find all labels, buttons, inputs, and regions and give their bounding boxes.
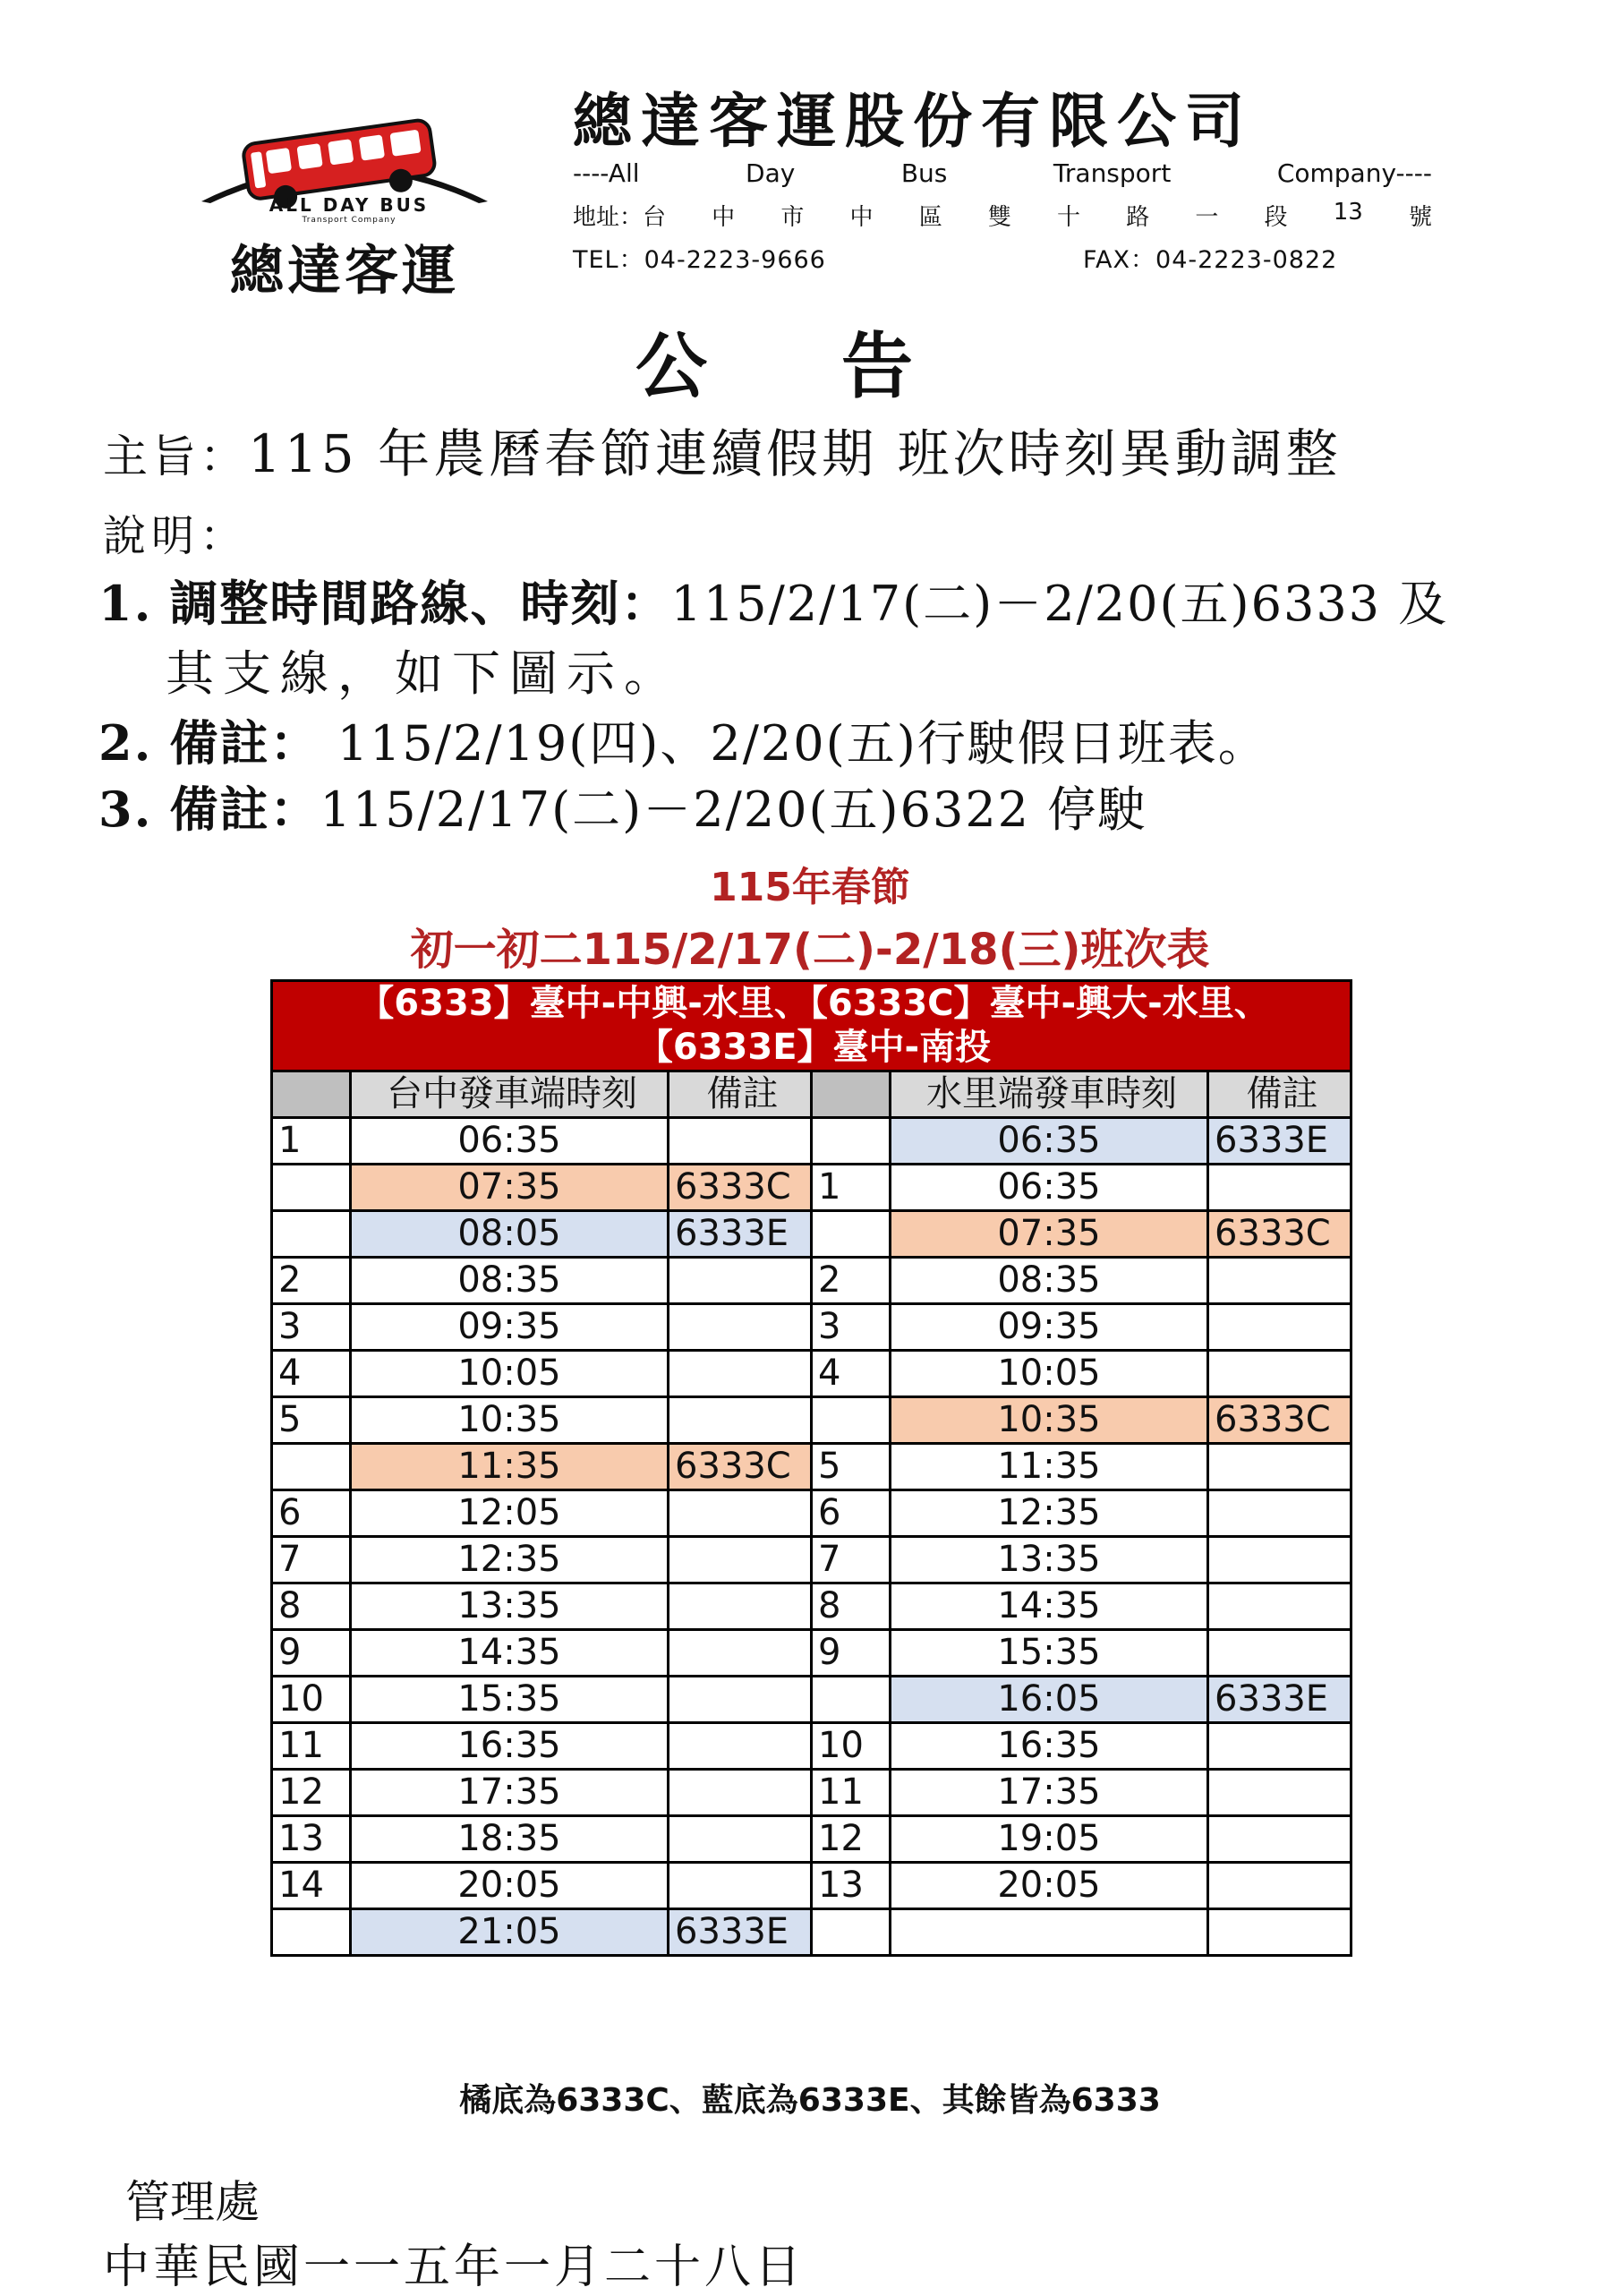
explanation-item-1-continued: 其支線，如下圖示。 xyxy=(166,645,681,702)
item-number: 1. xyxy=(98,575,153,632)
left-trip-number: 9 xyxy=(272,1630,351,1677)
right-trip-number: 7 xyxy=(812,1537,891,1583)
item-text: 115/2/17(二)－2/20(五)6333 及 xyxy=(670,576,1449,632)
left-departure-time: 08:05 xyxy=(351,1211,669,1258)
right-trip-number: 4 xyxy=(812,1351,891,1397)
right-route-note xyxy=(1208,1770,1351,1816)
item-label: 調整時間路線、時刻： xyxy=(169,575,671,632)
address-part: 區 xyxy=(918,204,942,231)
right-trip-number: 9 xyxy=(812,1630,891,1677)
right-route-note xyxy=(1208,1490,1351,1537)
left-route-note xyxy=(669,1490,812,1537)
company-english-word: Bus xyxy=(900,158,948,188)
address-part: 13 xyxy=(1333,199,1363,226)
left-trip-number: 10 xyxy=(272,1677,351,1723)
explanation-item-3 xyxy=(98,772,1147,841)
logo-chinese-name: 總達客運 xyxy=(230,240,459,303)
right-departure-time: 10:35 xyxy=(891,1397,1208,1444)
right-route-note xyxy=(1208,1583,1351,1630)
route-line-1: 【6333】臺中-中興-水里、【6333C】臺中-興大-水里、 xyxy=(358,983,1270,1024)
right-trip-number: 6 xyxy=(812,1490,891,1537)
address-part: 市 xyxy=(780,204,805,231)
left-route-note xyxy=(669,1537,812,1583)
right-route-note xyxy=(1208,1537,1351,1583)
left-departure-time: 14:35 xyxy=(351,1630,669,1677)
left-trip-number: 12 xyxy=(272,1770,351,1816)
left-route-note xyxy=(669,1863,812,1909)
right-departure-time: 16:05 xyxy=(891,1677,1208,1723)
timetable-row xyxy=(272,1583,1351,1630)
company-address xyxy=(573,199,1432,232)
right-route-note xyxy=(1208,1165,1351,1211)
address-part: 路 xyxy=(1126,204,1150,231)
left-trip-number: 3 xyxy=(272,1304,351,1351)
timetable-row xyxy=(272,1397,1351,1444)
right-trip-number xyxy=(812,1118,891,1165)
route-header xyxy=(272,981,1351,1071)
right-trip-number: 12 xyxy=(812,1816,891,1863)
item-label: 備註： xyxy=(169,714,320,772)
column-header-row xyxy=(272,1071,1351,1118)
route-header-row xyxy=(272,981,1351,1071)
address-part: 十 xyxy=(1057,204,1081,231)
company-english-name xyxy=(573,158,1432,188)
company-fax: FAX：04-2223-0822 xyxy=(1083,246,1338,274)
explanation-item-2 xyxy=(98,705,1268,774)
right-departure-time: 08:35 xyxy=(891,1258,1208,1304)
right-departure-time: 09:35 xyxy=(891,1304,1208,1351)
right-route-note: 6333C xyxy=(1208,1397,1351,1444)
left-route-note xyxy=(669,1770,812,1816)
address-part: 號 xyxy=(1408,204,1432,231)
left-departure-time: 13:35 xyxy=(351,1583,669,1630)
right-trip-number: 3 xyxy=(812,1304,891,1351)
left-trip-number xyxy=(272,1211,351,1258)
left-route-note xyxy=(669,1677,812,1723)
timetable-legend: 橘底為6333C、藍底為6333E、其餘皆為6333 xyxy=(459,2082,1161,2119)
right-trip-number xyxy=(812,1211,891,1258)
right-route-note xyxy=(1208,1816,1351,1863)
right-trip-number: 8 xyxy=(812,1583,891,1630)
item-number: 3. xyxy=(98,781,153,838)
explanation-label: 說明： xyxy=(103,511,249,561)
header-blank xyxy=(812,1071,891,1118)
route-line-2: 【6333E】臺中-南投 xyxy=(636,1027,992,1068)
right-route-note xyxy=(1208,1258,1351,1304)
company-logo xyxy=(183,112,506,303)
address-part: 段 xyxy=(1264,204,1288,231)
left-route-note xyxy=(669,1304,812,1351)
item-text: 115/2/17(二)－2/20(五)6322 停駛 xyxy=(320,781,1148,838)
left-trip-number xyxy=(272,1165,351,1211)
header-taichung-time: 台中發車端時刻 xyxy=(351,1071,669,1118)
left-route-note xyxy=(669,1397,812,1444)
left-departure-time: 09:35 xyxy=(351,1304,669,1351)
header-blank xyxy=(272,1071,351,1118)
left-trip-number xyxy=(272,1909,351,1956)
left-route-note: 6333E xyxy=(669,1909,812,1956)
timetable-row xyxy=(272,1723,1351,1770)
left-route-note xyxy=(669,1723,812,1770)
header-left-note: 備註 xyxy=(669,1071,812,1118)
right-departure-time: 10:05 xyxy=(891,1351,1208,1397)
left-route-note xyxy=(669,1630,812,1677)
right-departure-time: 16:35 xyxy=(891,1723,1208,1770)
left-departure-time: 18:35 xyxy=(351,1816,669,1863)
right-departure-time: 20:05 xyxy=(891,1863,1208,1909)
left-route-note: 6333E xyxy=(669,1211,812,1258)
left-route-note xyxy=(669,1258,812,1304)
left-departure-time: 06:35 xyxy=(351,1118,669,1165)
left-departure-time: 07:35 xyxy=(351,1165,669,1211)
left-departure-time: 10:05 xyxy=(351,1351,669,1397)
left-departure-time: 15:35 xyxy=(351,1677,669,1723)
item-text: 115/2/19(四)、2/20(五)行駛假日班表。 xyxy=(320,715,1268,772)
address-part: 地址：台 xyxy=(573,204,667,231)
right-route-note xyxy=(1208,1351,1351,1397)
right-route-note xyxy=(1208,1630,1351,1677)
right-route-note: 6333C xyxy=(1208,1211,1351,1258)
company-english-word: Transport xyxy=(1053,158,1172,188)
left-departure-time: 08:35 xyxy=(351,1258,669,1304)
company-english-word: Company---- xyxy=(1276,158,1432,188)
right-trip-number: 10 xyxy=(812,1723,891,1770)
left-route-note: 6333C xyxy=(669,1444,812,1490)
company-english-word: ----All xyxy=(573,158,640,188)
left-trip-number: 11 xyxy=(272,1723,351,1770)
right-trip-number: 13 xyxy=(812,1863,891,1909)
right-departure-time: 06:35 xyxy=(891,1165,1208,1211)
left-route-note xyxy=(669,1351,812,1397)
right-route-note xyxy=(1208,1444,1351,1490)
timetable-row xyxy=(272,1165,1351,1211)
right-trip-number xyxy=(812,1909,891,1956)
timetable-row xyxy=(272,1444,1351,1490)
right-departure-time: 13:35 xyxy=(891,1537,1208,1583)
timetable-row xyxy=(272,1258,1351,1304)
right-route-note xyxy=(1208,1863,1351,1909)
left-trip-number: 7 xyxy=(272,1537,351,1583)
timetable-row xyxy=(272,1863,1351,1909)
left-trip-number: 1 xyxy=(272,1118,351,1165)
left-trip-number: 2 xyxy=(272,1258,351,1304)
right-departure-time xyxy=(891,1909,1208,1956)
timetable-row xyxy=(272,1490,1351,1537)
timetable-row xyxy=(272,1351,1351,1397)
header-shuili-time: 水里端發車時刻 xyxy=(891,1071,1208,1118)
left-departure-time: 12:05 xyxy=(351,1490,669,1537)
explanation-item-1 xyxy=(98,566,1448,635)
subject-label: 主旨： xyxy=(103,431,248,482)
timetable-body xyxy=(272,1118,1351,1956)
notice-title: 公告 xyxy=(635,324,1047,408)
item-label: 備註： xyxy=(169,781,320,838)
right-trip-number: 2 xyxy=(812,1258,891,1304)
right-departure-time: 17:35 xyxy=(891,1770,1208,1816)
right-route-note xyxy=(1208,1723,1351,1770)
company-telephone: TEL：04-2223-9666 xyxy=(573,246,826,274)
left-trip-number xyxy=(272,1444,351,1490)
logo-english-name: ALL DAY BUS xyxy=(269,194,430,216)
company-name: 總達客運股份有限公司 xyxy=(573,87,1253,156)
left-departure-time: 10:35 xyxy=(351,1397,669,1444)
address-part: 中 xyxy=(849,204,874,231)
timetable-row xyxy=(272,1537,1351,1583)
right-departure-time: 19:05 xyxy=(891,1816,1208,1863)
left-trip-number: 6 xyxy=(272,1490,351,1537)
left-departure-time: 21:05 xyxy=(351,1909,669,1956)
left-trip-number: 8 xyxy=(272,1583,351,1630)
timetable-row xyxy=(272,1118,1351,1165)
left-trip-number: 4 xyxy=(272,1351,351,1397)
right-departure-time: 07:35 xyxy=(891,1211,1208,1258)
right-trip-number: 5 xyxy=(812,1444,891,1490)
timetable-subtitle: 初一初二115/2/17(二)-2/18(三)班次表 xyxy=(410,925,1210,975)
right-route-note xyxy=(1208,1304,1351,1351)
timetable xyxy=(270,979,1352,1957)
address-part: 一 xyxy=(1195,204,1219,231)
timetable-row xyxy=(272,1770,1351,1816)
timetable-row xyxy=(272,1211,1351,1258)
subject-text: 115 年農曆春節連續假期 班次時刻異動調整 xyxy=(248,423,1342,484)
right-route-note: 6333E xyxy=(1208,1118,1351,1165)
left-departure-time: 20:05 xyxy=(351,1863,669,1909)
left-departure-time: 12:35 xyxy=(351,1537,669,1583)
timetable-row xyxy=(272,1816,1351,1863)
left-route-note xyxy=(669,1816,812,1863)
right-departure-time: 06:35 xyxy=(891,1118,1208,1165)
left-trip-number: 5 xyxy=(272,1397,351,1444)
item-number: 2. xyxy=(98,714,153,772)
logo-english-subtitle: Transport Company xyxy=(302,216,396,225)
timetable-row xyxy=(272,1630,1351,1677)
address-part: 雙 xyxy=(987,204,1011,231)
left-route-note xyxy=(669,1118,812,1165)
right-departure-time: 11:35 xyxy=(891,1444,1208,1490)
left-route-note: 6333C xyxy=(669,1165,812,1211)
right-departure-time: 12:35 xyxy=(891,1490,1208,1537)
header-right-note: 備註 xyxy=(1208,1071,1351,1118)
right-route-note xyxy=(1208,1909,1351,1956)
left-trip-number: 14 xyxy=(272,1863,351,1909)
timetable-row xyxy=(272,1909,1351,1956)
left-departure-time: 17:35 xyxy=(351,1770,669,1816)
right-departure-time: 15:35 xyxy=(891,1630,1208,1677)
left-departure-time: 11:35 xyxy=(351,1444,669,1490)
notice-subject xyxy=(103,412,1342,487)
left-route-note xyxy=(669,1583,812,1630)
right-trip-number xyxy=(812,1677,891,1723)
timetable-row xyxy=(272,1304,1351,1351)
company-english-word: Day xyxy=(746,158,796,188)
left-departure-time: 16:35 xyxy=(351,1723,669,1770)
right-route-note: 6333E xyxy=(1208,1677,1351,1723)
right-trip-number: 11 xyxy=(812,1770,891,1816)
timetable-row xyxy=(272,1677,1351,1723)
address-part: 中 xyxy=(712,204,736,231)
right-departure-time: 14:35 xyxy=(891,1583,1208,1630)
issuing-office: 管理處 xyxy=(125,2176,260,2228)
left-trip-number: 13 xyxy=(272,1816,351,1863)
issue-date: 中華民國一一五年一月二十八日 xyxy=(103,2241,806,2294)
right-trip-number: 1 xyxy=(812,1165,891,1211)
timetable-title: 115年春節 xyxy=(710,865,910,910)
right-trip-number xyxy=(812,1397,891,1444)
